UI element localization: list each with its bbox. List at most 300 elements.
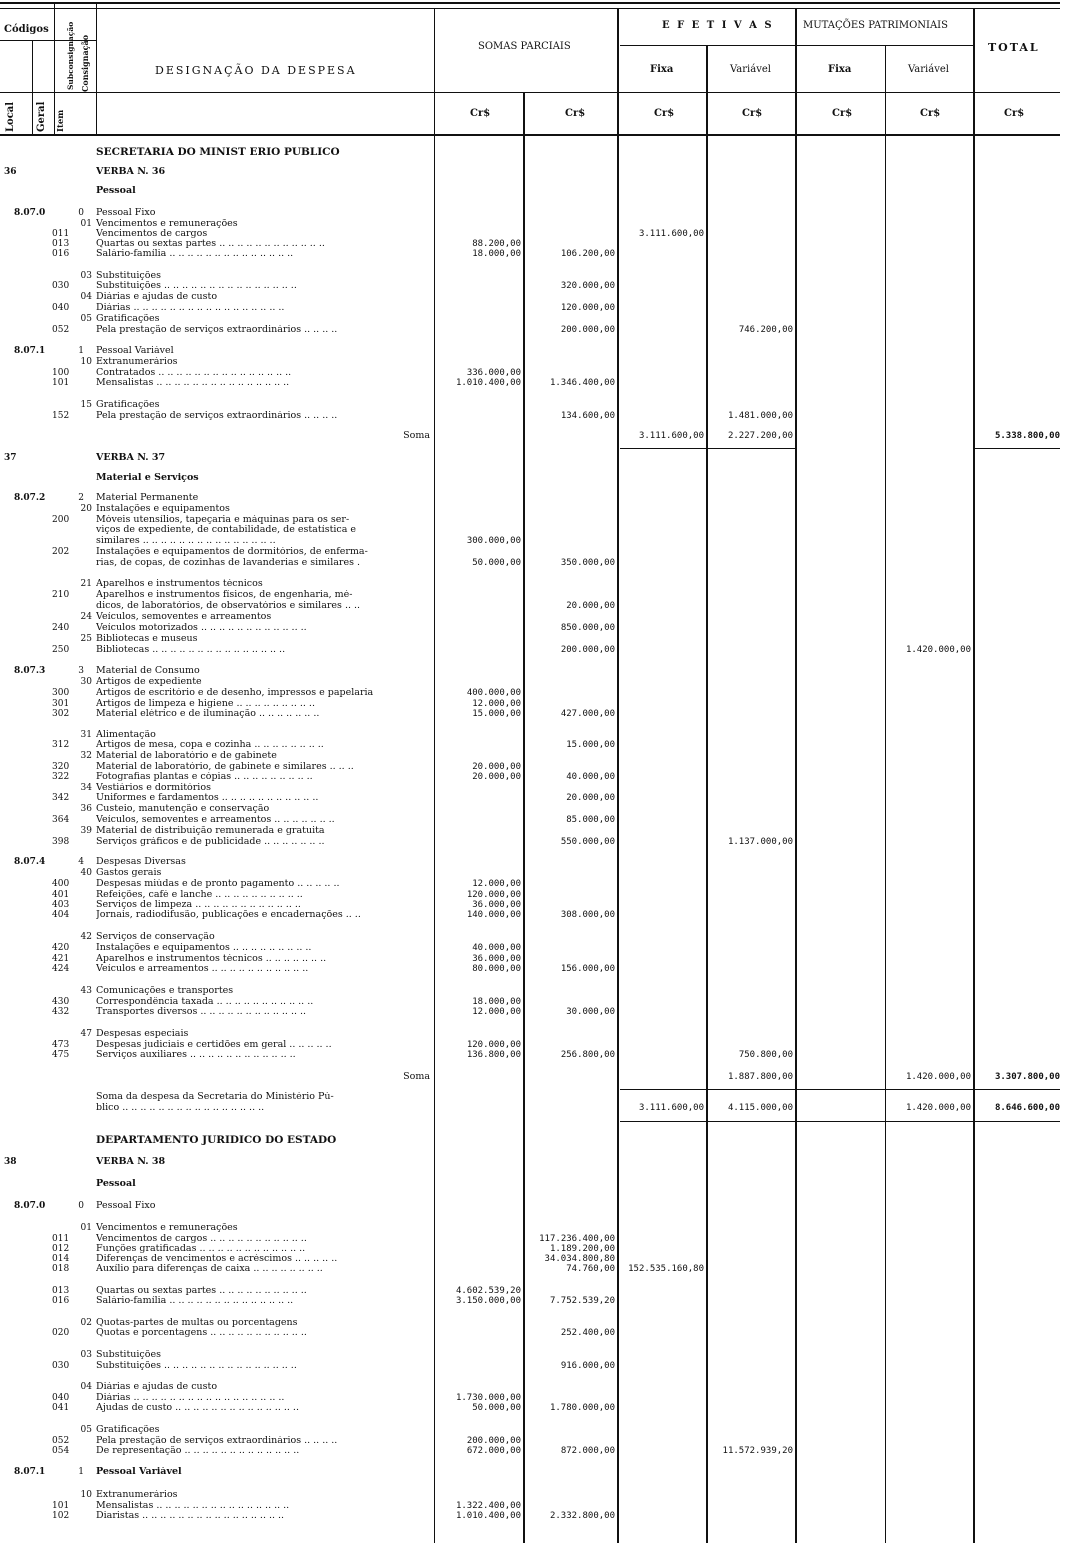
row-geral: 8.07.1: [14, 346, 46, 356]
row-item: 34: [80, 783, 92, 793]
row-sp2: 872.000,00: [560, 1446, 615, 1456]
row-desc: rias, de copas, de cozinhas de lavanderias e similares .: [96, 558, 360, 568]
row-desc: Gastos gerais: [96, 868, 162, 878]
row-desc: Artigos de limpeza e higiene .. .. .. .. .. .. .. .. ..: [96, 699, 315, 709]
row-item: 15: [80, 400, 92, 410]
col-line: [434, 8, 435, 1543]
row-desc: blico .. .. .. .. .. .. .. .. .. .. .. .. .. .. .. ..: [96, 1103, 265, 1113]
row-desc: Artigos de expediente: [96, 677, 202, 687]
row-desc: Pessoal: [96, 1179, 136, 1189]
row-sp2: 106.200,00: [560, 249, 615, 259]
row-desc: Serviços auxiliares .. .. .. .. .. .. .. .. .. .. .. ..: [96, 1050, 296, 1060]
row-desc: Vencimentos e remunerações: [96, 219, 238, 229]
row-desc: Material Permanente: [96, 493, 199, 503]
currency-sp1: Cr$: [470, 108, 491, 119]
sum-rule: [975, 448, 1060, 449]
row-sp1: 40.000,00: [472, 943, 521, 953]
row-desc: Correspondência taxada .. .. .. .. .. .. .. .. .. .. ..: [96, 997, 314, 1007]
row-sp1: 12.000,00: [472, 1007, 521, 1017]
row-sp2: 350.000,00: [560, 558, 615, 568]
row-item: 36: [80, 804, 92, 814]
row-desc: Substituições: [96, 271, 161, 281]
row-item: 39: [80, 826, 92, 836]
col-line: [32, 40, 33, 136]
row-sp2: 34.034.800,80: [544, 1254, 615, 1264]
variavel-mut-header: Variável: [908, 64, 949, 75]
row-sub: 432: [52, 1007, 70, 1017]
row-efv: 1.481.000,00: [727, 411, 793, 421]
col-line: [706, 45, 708, 1543]
row-desc: VERBA N. 37: [96, 453, 166, 463]
row-sub: 030: [52, 281, 70, 291]
row-sp1: 15.000,00: [472, 709, 521, 719]
row-item: 2: [78, 493, 84, 503]
row-sub: 014: [52, 1254, 70, 1264]
row-sub: 101: [52, 1501, 70, 1511]
row-item: 47: [80, 1029, 92, 1039]
row-desc: Comunicações e transportes: [96, 986, 234, 996]
row-sub: 342: [52, 793, 70, 803]
row-sp2: 916.000,00: [560, 1361, 615, 1371]
row-sub: 420: [52, 943, 70, 953]
row-sub: 102: [52, 1511, 70, 1521]
row-geral: 8.07.0: [14, 208, 46, 218]
row-desc: Extranumerários: [96, 357, 178, 367]
row-efv: 1.887.800,00: [727, 1072, 793, 1082]
row-desc: Mensalistas .. .. .. .. .. .. .. .. .. .. .. .. .. .. ..: [96, 378, 290, 388]
row-desc: Transportes diversos .. .. .. .. .. .. .. .. .. .. .. ..: [96, 1007, 307, 1017]
row-desc: Substituições: [96, 1350, 161, 1360]
row-sp2: 120.000,00: [560, 303, 615, 313]
row-item: 04: [80, 292, 92, 302]
row-geral: 8.07.0: [14, 1201, 46, 1211]
row-sp1: 300.000,00: [466, 536, 521, 546]
row-desc: Auxílio para diferenças de caixa .. .. .. .. .. .. .. ..: [96, 1264, 323, 1274]
row-sp1: 1.322.400,00: [455, 1501, 521, 1511]
row-desc: Ajudas de custo .. .. .. .. .. .. .. .. .. .. .. .. .. ..: [96, 1403, 299, 1413]
row-sp1: 120.000,00: [466, 890, 521, 900]
row-sp1: 1.010.400,00: [455, 1511, 521, 1521]
row-sub: 400: [52, 879, 70, 889]
row-sub: 020: [52, 1328, 70, 1338]
row-sub: 424: [52, 964, 70, 974]
row-desc: Despesas miúdas e de pronto pagamento .. .. .. .. ..: [96, 879, 340, 889]
row-desc: Mensalistas .. .. .. .. .. .. .. .. .. .. .. .. .. .. ..: [96, 1501, 290, 1511]
row-sub: 030: [52, 1361, 70, 1371]
row-sub: 320: [52, 762, 70, 772]
currency-total: Cr$: [1004, 108, 1025, 119]
row-sp1: 88.200,00: [472, 239, 521, 249]
row-item: 0: [78, 208, 84, 218]
local-header: Local: [5, 101, 16, 132]
row-desc: Vencimentos de cargos .. .. .. .. .. .. .. .. .. .. ..: [96, 1234, 307, 1244]
row-item: 1: [78, 1467, 84, 1477]
row-sp2: 200.000,00: [560, 645, 615, 655]
row-desc: Móveis utensílios, tapeçaria e máquinas para os ser-: [96, 515, 350, 525]
row-item: 40: [80, 868, 92, 878]
row-sp2: 134.600,00: [560, 411, 615, 421]
row-desc: Substituições .. .. .. .. .. .. .. .. .. .. .. .. .. .. ..: [96, 1361, 297, 1371]
row-sp2: 85.000,00: [566, 815, 615, 825]
row-sub: 016: [52, 1296, 70, 1306]
total-header: TOTAL: [988, 41, 1040, 54]
row-desc: Alimentação: [96, 730, 156, 740]
row-desc: Bibliotecas .. .. .. .. .. .. .. .. .. .. .. .. .. .. ..: [96, 645, 286, 655]
row-sub: 200: [52, 515, 70, 525]
row-desc: Aparelhos e instrumentos técnicos: [96, 579, 263, 589]
row-sub: 301: [52, 699, 70, 709]
row-item: 0: [78, 1201, 84, 1211]
row-sub: 300: [52, 688, 70, 698]
row-sp2: 1.346.400,00: [549, 378, 615, 388]
row-sp1: 200.000,00: [466, 1436, 521, 1446]
row-desc: Veículos, semoventes e arreamentos .. .. .. .. .. .. ..: [96, 815, 335, 825]
row-item: 01: [80, 219, 92, 229]
row-sp1: 3.150.000,00: [455, 1296, 521, 1306]
row-item: 3: [78, 666, 84, 676]
row-sp1: 120.000,00: [466, 1040, 521, 1050]
row-desc: Jornais, radiodifusão, publicações e encadernações .. ..: [96, 910, 361, 920]
row-efv: 746.200,00: [738, 325, 793, 335]
row-tot: 8.646.600,00: [994, 1103, 1060, 1113]
row-sub: 322: [52, 772, 70, 782]
row-sp2: 427.000,00: [560, 709, 615, 719]
row-desc: Pessoal Variável: [96, 346, 174, 356]
row-desc: Quotas-partes de multas ou porcentagens: [96, 1318, 298, 1328]
row-desc: Veículos e arreamentos .. .. .. .. .. .. .. .. .. .. ..: [96, 964, 309, 974]
row-geral: 8.07.2: [14, 493, 46, 503]
row-efx: 152.535.160,80: [628, 1264, 704, 1274]
row-sub: 013: [52, 1286, 70, 1296]
row-sp1: 80.000,00: [472, 964, 521, 974]
row-desc: De representação .. .. .. .. .. .. .. .. .. .. .. .. ..: [96, 1446, 300, 1456]
row-sp1: 400.000,00: [466, 688, 521, 698]
designacao-header: DESIGNAÇÃO DA DESPESA: [155, 64, 357, 77]
row-desc: Gratificações: [96, 400, 160, 410]
row-item: 05: [80, 314, 92, 324]
row-item: 20: [80, 504, 92, 514]
efetivas-split-rule: [620, 45, 975, 46]
row-desc: Instalações e equipamentos de dormitórios, de enferma-: [96, 547, 368, 557]
row-desc: Diárias e ajudas de custo: [96, 292, 218, 302]
row-sub: 398: [52, 837, 70, 847]
row-sp1: 12.000,00: [472, 699, 521, 709]
variavel-header: Variável: [730, 64, 771, 75]
row-item: 1: [78, 346, 84, 356]
col-line: [885, 45, 886, 1543]
row-sp2: 15.000,00: [566, 740, 615, 750]
row-sub: 052: [52, 325, 70, 335]
row-sp1: 12.000,00: [472, 879, 521, 889]
row-desc: Custeio, manutenção e conservação: [96, 804, 270, 814]
row-desc: Material elétrico e de iluminação .. .. .. .. .. .. ..: [96, 709, 320, 719]
row-desc: Diárias .. .. .. .. .. .. .. .. .. .. .. .. .. .. .. .. ..: [96, 1393, 285, 1403]
row-desc: Diárias .. .. .. .. .. .. .. .. .. .. .. .. .. .. .. .. ..: [96, 303, 285, 313]
row-sp1: 18.000,00: [472, 997, 521, 1007]
row-sp1: 4.602.539,20: [455, 1286, 521, 1296]
row-sp2: 320.000,00: [560, 281, 615, 291]
row-desc: Substituições .. .. .. .. .. .. .. .. .. .. .. .. .. .. ..: [96, 281, 297, 291]
row-geral: 8.07.4: [14, 857, 46, 867]
row-sp2: 30.000,00: [566, 1007, 615, 1017]
row-desc: Funções gratificadas .. .. .. .. .. .. .. .. .. .. .. ..: [96, 1244, 306, 1254]
row-sp2: 1.780.000,00: [549, 1403, 615, 1413]
row-desc: Despesas judiciais e certidões em geral .. .. .. .. ..: [96, 1040, 332, 1050]
row-tot: 5.338.800,00: [994, 431, 1060, 441]
row-sp1: 20.000,00: [472, 772, 521, 782]
row-sp2: 200.000,00: [560, 325, 615, 335]
header-bottom-rule: [0, 134, 1060, 136]
row-item: 31: [80, 730, 92, 740]
row-sp2: 156.000,00: [560, 964, 615, 974]
row-desc: Fotografias plantas e cópias .. .. .. .. .. .. .. .. ..: [96, 772, 313, 782]
row-desc: Refeições, café e lanche .. .. .. .. .. .. .. .. .. ..: [96, 890, 303, 900]
row-sp2: 1.189.200,00: [549, 1244, 615, 1254]
top-rule: [0, 2, 1060, 4]
row-desc: Vestiários e dormitórios: [96, 783, 211, 793]
currency-variavel: Cr$: [742, 108, 763, 119]
row-desc: Instalações e equipamentos .. .. .. .. .. .. .. .. ..: [96, 943, 312, 953]
row-desc: Material de distribuição remunerada e gratuita: [96, 826, 325, 836]
row-efv: 4.115.000,00: [727, 1103, 793, 1113]
row-item: 30: [80, 677, 92, 687]
efetivas-header: E F E T I V A S: [662, 20, 774, 31]
row-mv: 1.420.000,00: [905, 1072, 971, 1082]
col-line: [54, 4, 55, 136]
row-efv: 2.227.200,00: [727, 431, 793, 441]
row-sub: 054: [52, 1446, 70, 1456]
row-desc: Pessoal: [96, 186, 136, 196]
row-desc: DEPARTAMENTO JURÍDICO DO ESTADO: [96, 1135, 337, 1145]
row-sp2: 308.000,00: [560, 910, 615, 920]
row-sub: 302: [52, 709, 70, 719]
top-rule-thin: [0, 8, 1060, 9]
codigos-header: Códigos: [4, 24, 49, 35]
row-desc: Aparelhos e instrumentos técnicos .. .. .. .. .. .. ..: [96, 954, 327, 964]
row-desc: VERBA N. 38: [96, 1157, 166, 1167]
row-desc: Vencimentos de cargos: [96, 229, 208, 239]
sum-rule: [620, 1121, 1060, 1122]
row-sub: 152: [52, 411, 70, 421]
row-soma: Soma: [403, 1072, 430, 1082]
row-item: 4: [78, 857, 84, 867]
row-sp1: 136.800,00: [466, 1050, 521, 1060]
row-desc: Diaristas .. .. .. .. .. .. .. .. .. .. .. .. .. .. .. ..: [96, 1511, 285, 1521]
row-item: 04: [80, 1382, 92, 1392]
row-desc: Pela prestação de serviços extraordinários .. .. .. ..: [96, 325, 338, 335]
row-sp2: 2.332.800,00: [549, 1511, 615, 1521]
row-geral: 8.07.3: [14, 666, 46, 676]
row-desc: Serviços de conservação: [96, 932, 215, 942]
row-sub: 011: [52, 1234, 70, 1244]
row-desc: Material de Consumo: [96, 666, 200, 676]
row-sp2: 40.000,00: [566, 772, 615, 782]
row-item: 42: [80, 932, 92, 942]
row-sub: 012: [52, 1244, 70, 1254]
subconsignacao-header: Subconsignação: [66, 21, 75, 90]
row-sub: 018: [52, 1264, 70, 1274]
row-sub: 040: [52, 303, 70, 313]
row-sp2: 20.000,00: [566, 601, 615, 611]
col-line: [973, 8, 975, 1543]
row-efx: 3.111.600,00: [638, 431, 704, 441]
row-efx: 3.111.600,00: [638, 229, 704, 239]
row-sub: 473: [52, 1040, 70, 1050]
row-sub: 202: [52, 547, 70, 557]
row-desc: Aparelhos e instrumentos físicos, de engenharia, mé-: [96, 590, 353, 600]
row-desc: Diferenças de vencimentos e acréscimos .. .. .. .. ..: [96, 1254, 338, 1264]
row-sp2: 256.800,00: [560, 1050, 615, 1060]
row-desc: dicos, de laboratórios, de observatórios e similares .. ..: [96, 601, 361, 611]
row-item: 43: [80, 986, 92, 996]
row-desc: Pela prestação de serviços extraordinários .. .. .. ..: [96, 411, 338, 421]
row-loc: 38: [4, 1157, 17, 1167]
row-desc: Quartas ou sextas partes .. .. .. .. .. .. .. .. .. .. .. ..: [96, 239, 325, 249]
row-desc: Material de laboratório, de gabinete e similares .. .. ..: [96, 762, 354, 772]
currency-sp2: Cr$: [565, 108, 586, 119]
row-sp1: 36.000,00: [472, 954, 521, 964]
row-sp2: 74.760,00: [566, 1264, 615, 1274]
row-desc: Salário-família .. .. .. .. .. .. .. .. .. .. .. .. .. ..: [96, 249, 294, 259]
consignacao-header: Consignação: [80, 34, 90, 92]
row-efv: 750.800,00: [738, 1050, 793, 1060]
row-desc: Serviços gráficos e de publicidade .. .. .. .. .. .. ..: [96, 837, 325, 847]
fixa-mut-header: Fixa: [828, 64, 852, 75]
currency-mvariavel: Cr$: [920, 108, 941, 119]
row-sub: 041: [52, 1403, 70, 1413]
somas-parciais-header: SOMAS PARCIAIS: [478, 41, 571, 52]
row-loc: 37: [4, 453, 17, 463]
row-item: 24: [80, 612, 92, 622]
row-mv: 1.420.000,00: [905, 1103, 971, 1113]
col-line: [795, 8, 797, 1543]
row-item: 32: [80, 751, 92, 761]
row-sp2: 550.000,00: [560, 837, 615, 847]
row-sub: 011: [52, 229, 70, 239]
row-desc: Artigos de escritório e de desenho, impressos e papelaria: [96, 688, 374, 698]
row-sub: 421: [52, 954, 70, 964]
header-rule: [0, 92, 1060, 93]
row-item: 10: [80, 1490, 92, 1500]
row-item: 25: [80, 634, 92, 644]
sum-rule: [620, 1089, 1060, 1090]
row-sub: 364: [52, 815, 70, 825]
row-sp2: 7.752.539,20: [549, 1296, 615, 1306]
row-desc: SECRETARIA DO MINIST ÉRIO PÚBLICO: [96, 147, 340, 157]
row-tot: 3.307.800,00: [994, 1072, 1060, 1082]
row-desc: VERBA N. 36: [96, 167, 166, 177]
row-desc: Despesas Diversas: [96, 857, 186, 867]
row-sub: 430: [52, 997, 70, 1007]
row-sub: 210: [52, 590, 70, 600]
row-item: 02: [80, 1318, 92, 1328]
row-sub: 404: [52, 910, 70, 920]
row-soma: Soma: [403, 431, 430, 441]
row-desc: Salário-família .. .. .. .. .. .. .. .. .. .. .. .. .. ..: [96, 1296, 294, 1306]
row-sp2: 252.400,00: [560, 1328, 615, 1338]
row-sub: 250: [52, 645, 70, 655]
row-desc: similares .. .. .. .. .. .. .. .. .. .. .. .. .. .. ..: [96, 536, 276, 546]
row-efv: 11.572.939,20: [722, 1446, 793, 1456]
row-geral: 8.07.1: [14, 1467, 46, 1477]
row-sub: 403: [52, 900, 70, 910]
currency-mfixa: Cr$: [832, 108, 853, 119]
row-desc: Veículos motorizados .. .. .. .. .. .. .. .. .. .. .. ..: [96, 623, 307, 633]
row-desc: Pela prestação de serviços extraordinários .. .. .. ..: [96, 1436, 338, 1446]
mutacoes-header: MUTAÇÕES PATRIMONIAIS: [803, 20, 948, 31]
row-sub: 401: [52, 890, 70, 900]
geral-header: Geral: [36, 101, 47, 132]
row-item: 03: [80, 271, 92, 281]
row-sub: 312: [52, 740, 70, 750]
row-sub: 475: [52, 1050, 70, 1060]
row-desc: Pessoal Variável: [96, 1467, 182, 1477]
row-sp1: 50.000,00: [472, 558, 521, 568]
row-item: 01: [80, 1223, 92, 1233]
row-sp1: 1.010.400,00: [455, 378, 521, 388]
row-desc: Diárias e ajudas de custo: [96, 1382, 218, 1392]
row-sp1: 36.000,00: [472, 900, 521, 910]
row-sp1: 50.000,00: [472, 1403, 521, 1413]
sum-rule: [620, 448, 796, 449]
row-desc: Instalações e equipamentos: [96, 504, 230, 514]
row-sub: 013: [52, 239, 70, 249]
row-sub: 040: [52, 1393, 70, 1403]
row-desc: Pessoal Fixo: [96, 1201, 156, 1211]
row-sp1: 336.000,00: [466, 368, 521, 378]
row-desc: Material e Serviços: [96, 473, 199, 483]
col-line: [523, 92, 525, 1543]
row-item: 10: [80, 357, 92, 367]
row-mv: 1.420.000,00: [905, 645, 971, 655]
row-sub: 052: [52, 1436, 70, 1446]
row-sp2: 117.236.400,00: [539, 1234, 615, 1244]
row-desc: Contratados .. .. .. .. .. .. .. .. .. .. .. .. .. .. ..: [96, 368, 292, 378]
row-desc: Gratificações: [96, 1425, 160, 1435]
row-desc: Vencimentos e remunerações: [96, 1223, 238, 1233]
row-desc: Quartas ou sextas partes .. .. .. .. .. .. .. .. .. ..: [96, 1286, 307, 1296]
row-sp1: 1.730.000,00: [455, 1393, 521, 1403]
row-sp1: 18.000,00: [472, 249, 521, 259]
row-desc: Veículos, semoventes e arreamentos: [96, 612, 272, 622]
row-desc: Pessoal Fixo: [96, 208, 156, 218]
currency-fixa: Cr$: [654, 108, 675, 119]
col-line: [617, 8, 619, 1543]
row-desc: Uniformes e fardamentos .. .. .. .. .. .. .. .. .. .. ..: [96, 793, 319, 803]
row-loc: 36: [4, 167, 17, 177]
row-item: 03: [80, 1350, 92, 1360]
row-desc: Quotas e porcentagens .. .. .. .. .. .. .. .. .. .. ..: [96, 1328, 307, 1338]
row-desc: Despesas especiais: [96, 1029, 189, 1039]
row-desc: Artigos de mesa, copa e cozinha .. .. .. .. .. .. .. ..: [96, 740, 324, 750]
row-item: 05: [80, 1425, 92, 1435]
col-line: [96, 4, 97, 136]
row-desc: Extranumerários: [96, 1490, 178, 1500]
fixa-header: Fixa: [650, 64, 674, 75]
row-desc: Soma da despesa da Secretaria do Ministério Pú-: [96, 1092, 334, 1102]
row-desc: Gratificações: [96, 314, 160, 324]
row-sub: 100: [52, 368, 70, 378]
row-item: 21: [80, 579, 92, 589]
row-sp2: 20.000,00: [566, 793, 615, 803]
row-sub: 240: [52, 623, 70, 633]
row-sub: 016: [52, 249, 70, 259]
row-desc: Material de laboratório e de gabinete: [96, 751, 277, 761]
row-desc: Bibliotecas e museus: [96, 634, 198, 644]
item-header: Item: [56, 109, 66, 132]
row-sp1: 140.000,00: [466, 910, 521, 920]
row-sub: 101: [52, 378, 70, 388]
